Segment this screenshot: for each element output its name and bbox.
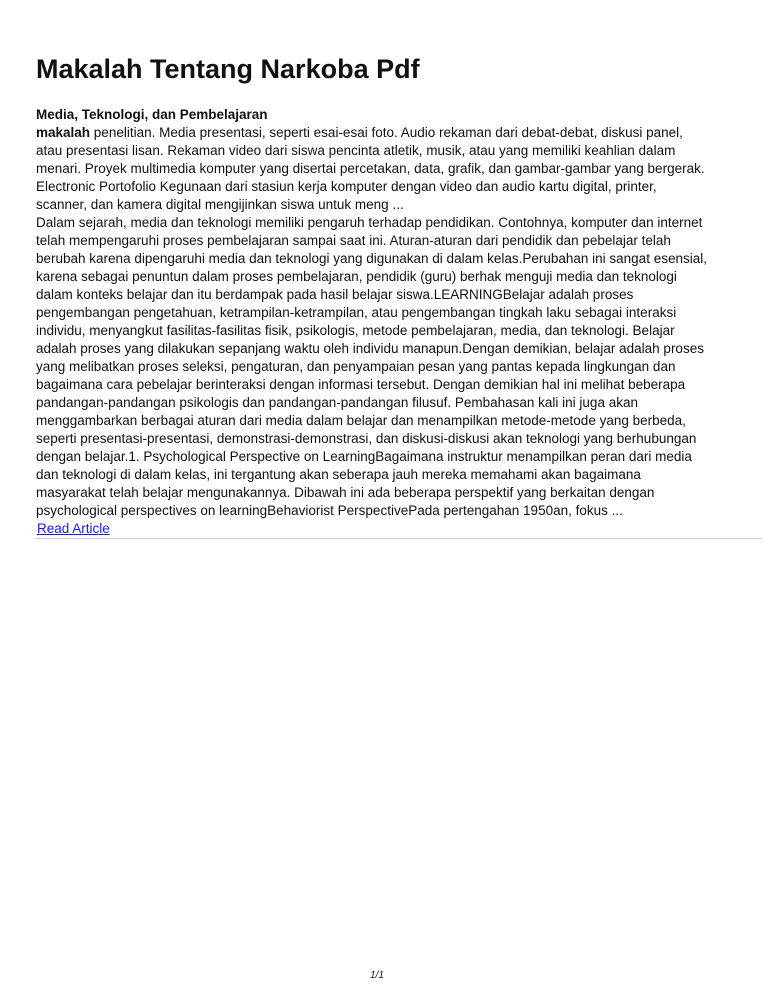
article-line: menari. Proyek multimedia komputer yang disertai percetakan, data, grafik, dan gambar-gambar yang bergerak. [36,161,705,176]
article-line: pandangan-pandangan psikologis dan pandangan-pandangan filusuf. Pembahasan kali ini juga akan [36,395,638,410]
article-line: yang melibatkan proses seleksi, pengaturan, dan penyampaian pesan yang pantas kepada lingkungan dan [36,359,676,374]
article-line: seperti presentasi-presentasi, demonstrasi-demonstrasi, dan diskusi-diskusi akan teknologi yang berhubungan [36,431,697,446]
article-line: Dalam sejarah, media dan teknologi memiliki pengaruh terhadap pendidikan. Contohnya, komputer dan internet [36,215,703,230]
article-line: menggambarkan berbagai aturan dari media dalam belajar dan menampilkan metode-metode yang berbeda, [36,413,686,428]
article-line: adalah proses yang dilakukan sepanjang waktu oleh individu manapun.Dengan demikian, belajar adalah proses [36,341,704,356]
article-line: individu, menyangkut fasilitas-fasilitas fisik, psikologis, metode pembelajaran, media, dan teknologi. Belajar [36,323,675,338]
article-line: karena sebagai penuntun dalam proses pembelajaran, pendidik (guru) berhak menguji media dan teknologi [36,269,677,284]
lead-keyword: makalah [36,125,91,140]
article-line: bagaimana cara pebelajar berinteraksi dengan informasi tersebut. Dengan demikian hal ini melihat beberapa [36,377,686,392]
article-heading: Media, Teknologi, dan Pembelajaran [36,107,268,122]
read-article-link[interactable]: Read Article [37,521,110,536]
page-number: 1/1 [370,970,384,981]
article-entry [36,106,736,538]
article-line: dan teknologi di dalam kelas, ini tergantung akan seberapa jauh mereka memahami akan bagaimana [36,467,641,482]
article-line: pengembangan pengetahuan, ketrampilan-ketrampilan, atau pengembangan tingkah laku sebagai interaksi [36,305,677,320]
article-line: dengan belajar.1. Psychological Perspective on LearningBagaimana instruktur menampilkan peran dari media [36,449,692,464]
article-line: telah mempengaruhi proses pembelajaran sampai saat ini. Aturan-aturan dari pendidik dan pebelajar telah [36,233,671,248]
article-divider [35,538,762,539]
article-line: berubah karena dipengaruhi media dan teknologi yang digunakan di dalam kelas.Perubahan ini sangat esensial, [36,251,707,266]
article-body [36,124,736,520]
article-line: atau presentasi lisan. Rekaman video dari siswa pencinta atletik, musik, atau yang memiliki keahlian dalam [36,143,676,158]
article-line: dalam konteks belajar dan itu berdampak pada hasil belajar siswa.LEARNINGBelajar adalah proses [36,287,634,302]
article-line: scanner, dan kamera digital mengijinkan siswa untuk meng ... [36,197,404,212]
article-line: masyarakat telah belajar mengunakannya. Dibawah ini ada beberapa perspektif yang berkaitan dengan [36,485,655,500]
article-line [36,124,736,142]
page-title: Makalah Tentang Narkoba Pdf [36,54,420,84]
article-line: Electronic Portofolio Kegunaan dari stasiun kerja komputer dengan video dan audio kartu digital, printer, [36,179,657,194]
article-line-text: penelitian. Media presentasi, seperti esai-esai foto. Audio rekaman dari debat-debat, diskusi panel, [90,125,683,140]
article-line: psychological perspectives on learningBehaviorist PerspectivePada pertengahan 1950an, fokus ... [36,503,623,518]
